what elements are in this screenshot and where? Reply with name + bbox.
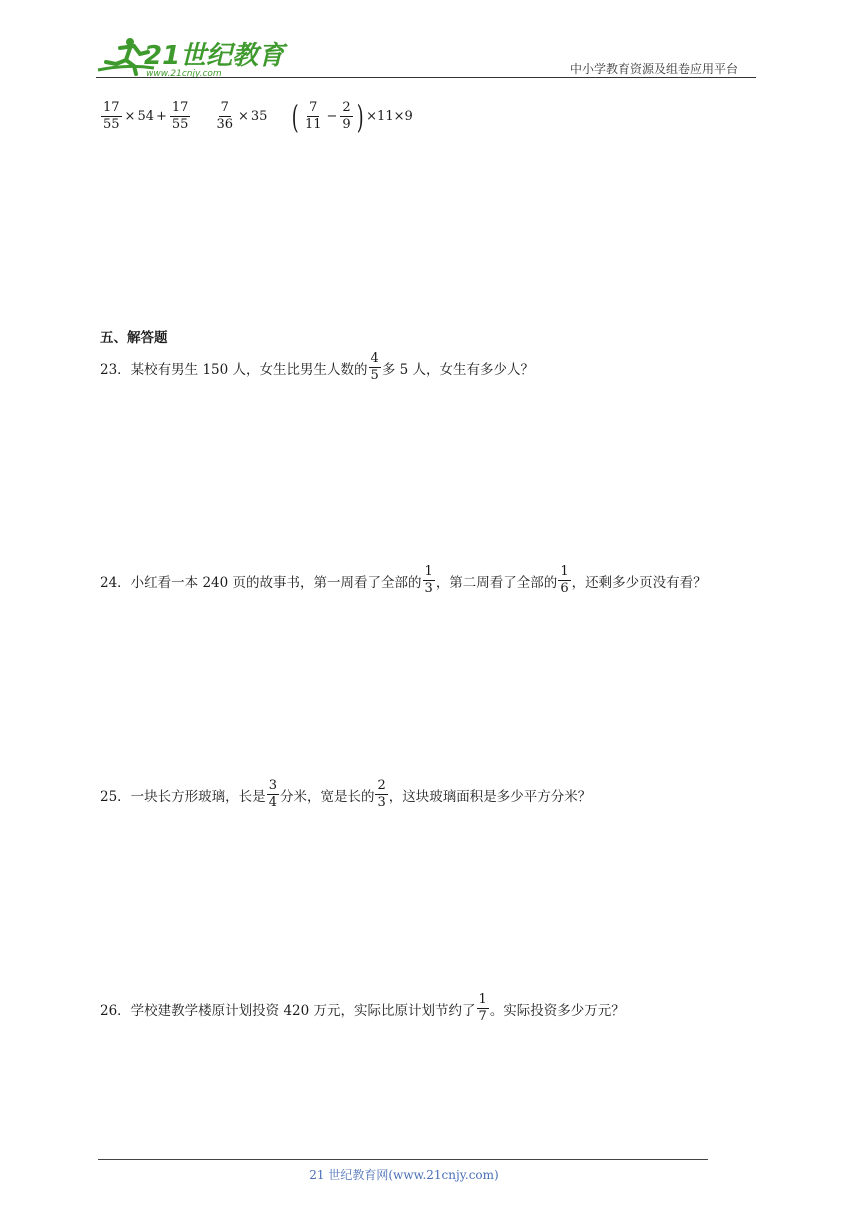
question-26 — [100, 992, 625, 1025]
right-paren: ) — [356, 97, 364, 136]
fraction: $\frac{3}{4}$ — [268, 778, 277, 810]
operator: + — [156, 109, 167, 124]
question-text: 分米，宽是长的 — [279, 788, 375, 805]
fraction: $\frac{1}{7}$ — [478, 992, 487, 1024]
logo-wordmark: 21世纪教育 — [144, 41, 285, 71]
expression-tail: ×11×9 — [366, 109, 413, 124]
question-text: ，这块玻璃面积是多少平方分米？ — [388, 788, 592, 805]
left-paren: ( — [292, 97, 300, 136]
operator: × — [238, 109, 249, 124]
runner-logo-icon — [96, 34, 285, 80]
fraction: $\frac{1}{3}$ — [424, 564, 433, 596]
fraction: $\frac{7}{11}$ — [304, 100, 322, 132]
question-text: 多 5 人，女生有多少人？ — [381, 361, 534, 378]
question-text: ，还剩多少页没有看？ — [571, 574, 707, 591]
question-text: 25．一块长方形玻璃，长是 — [100, 788, 266, 805]
question-24 — [100, 564, 707, 597]
expression-1 — [100, 100, 191, 133]
operator: × — [124, 109, 136, 124]
question-text: 24．小红看一本 240 页的故事书，第一周看了全部的 — [100, 574, 422, 591]
question-text: 26．学校建教学楼原计划投资 420 万元，实际比原计划节约了 — [100, 1002, 476, 1019]
question-text: 。实际投资多少万元？ — [489, 1002, 625, 1019]
section-title: 五、解答题 — [100, 330, 168, 346]
number: 54 — [137, 109, 154, 124]
expression-2 — [213, 100, 267, 133]
header-divider — [96, 77, 756, 78]
operator: − — [326, 109, 338, 124]
fraction: $\frac{2}{3}$ — [377, 778, 386, 810]
expression-3 — [289, 97, 413, 136]
header-platform-text: 中小学教育资源及组卷应用平台 — [570, 62, 739, 76]
fraction: $\frac{2}{9}$ — [342, 100, 351, 132]
logo-url: www.21cnjy.com — [146, 69, 222, 79]
fraction: $\frac{17}{55}$ — [103, 100, 120, 132]
question-23 — [100, 351, 534, 384]
calculation-row — [100, 97, 413, 136]
footer-divider — [98, 1159, 708, 1160]
fraction: $\frac{7}{36}$ — [216, 100, 233, 132]
fraction: $\frac{17}{55}$ — [171, 100, 189, 132]
number: 35 — [250, 109, 268, 124]
site-logo — [96, 34, 285, 80]
question-25 — [100, 778, 591, 811]
question-text: 23．某校有男生 150 人，女生比男生人数的 — [100, 361, 368, 378]
fraction: $\frac{1}{6}$ — [560, 564, 569, 596]
fraction: $\frac{4}{5}$ — [370, 351, 379, 383]
question-text: ，第二周看了全部的 — [435, 574, 558, 591]
footer-link[interactable]: 21 世纪教育网(www.21cnjy.com) — [309, 1168, 499, 1182]
